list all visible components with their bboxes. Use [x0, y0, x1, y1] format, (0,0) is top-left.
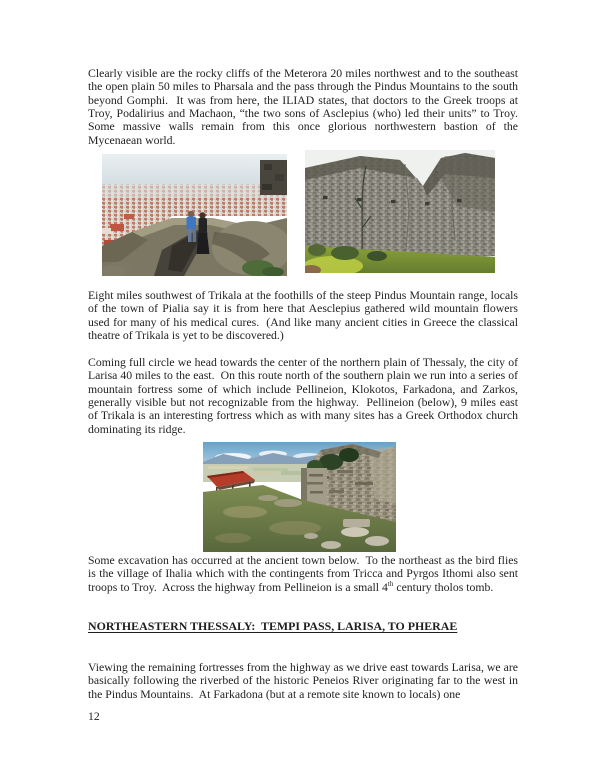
paragraph-meteora-gomphi: Clearly visible are the rocky cliffs of the Meterora 20 miles northwest and to the southeast the open plain 50 miles to Pharsala and the pass through the Pindus Mountains to the south beyond Gomphi. It was from here, the ILIAD states, that doctors to the Greek troops at Troy, Podalirius and Machaon, “the two sons of Asclepius (who) led their units” to Troy. Some massive walls remain from this once glorious northwestern bastion of the Mycenaean world.	[88, 67, 524, 147]
photo-pellineion-ruins	[203, 442, 396, 552]
section-heading-northeastern-thessaly: NORTHEASTERN THESSALY: TEMPI PASS, LARISA, TO PHERAE	[88, 619, 458, 633]
p4-text-start: Some excavation has occurred at the ancient town below. To the northeast as the bird flies is the village of Ihalia which with the contingents from Tricca and Pyrgos Ithomi also sent troops to Troy. Across the highway from Pellineion is a small 4	[88, 554, 521, 594]
photo-massive-stone-wall	[305, 150, 495, 273]
ruins-photo-graphic	[203, 442, 396, 552]
fortress-city-photo-graphic	[102, 154, 287, 276]
page-number: 12	[88, 710, 100, 723]
paragraph-excavation-tholos	[88, 554, 521, 594]
p4-superscript-th: th	[387, 579, 394, 588]
paragraph-larisa-fortresses: Coming full circle we head towards the center of the northern plain of Thessaly, the city of Larisa 40 miles to the east. On this route north of the southern plain we run into a series of mountain fortress some of which include Pellineion, Klokotos, Farkadona, and Zarkos, generally visible but not recognizable from the highway. Pellineion (below), 9 miles east of Trikala is an interesting fortress which as with many sites has a Greek Orthodox church dominating its ridge.	[88, 356, 521, 436]
p4-text-end: century tholos tomb.	[393, 580, 494, 594]
photo-fortress-ramparts-city-view	[102, 154, 287, 276]
stone-wall-photo-graphic	[305, 150, 495, 273]
paragraph-peneios-river: Viewing the remaining fortresses from the highway as we drive east towards Larisa, we are basically following the riverbed of the historic Peneios River originating far to the west in the Pindus Mountains. At Farkadona (but at a remote site known to locals) one	[88, 661, 521, 701]
paragraph-trikala-pialia: Eight miles southwest of Trikala at the foothills of the steep Pindus Mountain range, locals of the town of Pialia say it is from here that Aesclepius gathered wild mountain flowers used for many of his medical cures. (And like many ancient cities in Greece the classical theatre of Trikala is yet to be discovered.)	[88, 289, 521, 343]
